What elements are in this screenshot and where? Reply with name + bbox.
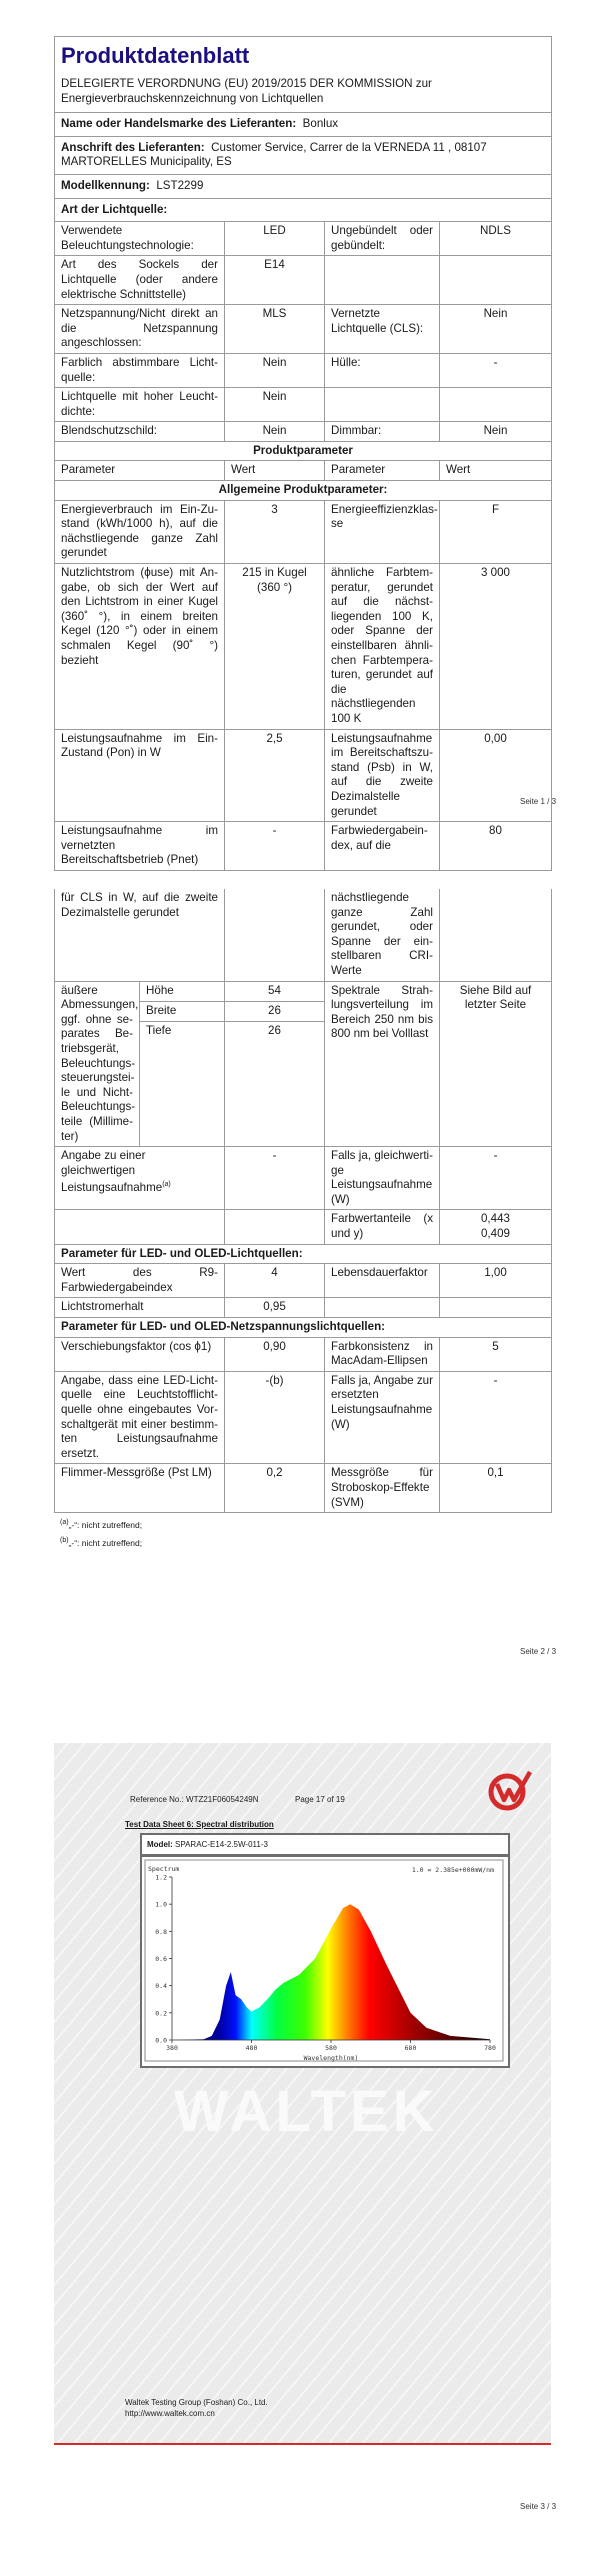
value-cell bbox=[225, 889, 325, 981]
table-row bbox=[55, 1298, 552, 1318]
value-cell: 3 bbox=[225, 500, 325, 563]
footnote-text: „-“: nicht zutreffend; bbox=[68, 1519, 143, 1530]
value-cell: LED bbox=[225, 222, 325, 256]
parameter-cell: Leistungsaufnahme im Ein-Zustand (Pon) in W bbox=[55, 729, 225, 822]
x-tick-label: 380 bbox=[166, 2044, 178, 2052]
value-cell: 3 000 bbox=[440, 564, 552, 730]
product-data-table-part-1 bbox=[54, 36, 552, 871]
page-number: Seite 3 / 3 bbox=[520, 2502, 557, 2511]
supplier-value: Bonlux bbox=[302, 117, 339, 131]
equivalent-power-w-label: Falls ja, gleichwertige Leistungsaufnahme (W) bbox=[325, 1147, 440, 1210]
parameter-cell bbox=[325, 256, 440, 305]
light-source-type-heading: Art der Lichtquelle: bbox=[55, 198, 552, 222]
dimension-height-label: Höhe bbox=[140, 981, 225, 1001]
x-tick-label: 680 bbox=[404, 2044, 417, 2052]
value-cell: Nein bbox=[225, 353, 325, 387]
col-header-parameter: Parameter bbox=[325, 461, 440, 481]
dimensions-label: äußere Abmessungen, ggf. ohne separates Betriebsgerät, Beleuchtungssteuerungsteile und Nicht-Beleuchtungsteile (Millimeter) bbox=[55, 981, 140, 1147]
parameter-cell: Vernetzte Lichtquelle (CLS): bbox=[325, 305, 440, 354]
table-row bbox=[55, 1337, 552, 1371]
parameter-cell: Netzspannung/Nicht direkt an die Netzspannung angeschlossen: bbox=[55, 305, 225, 354]
reference-number: Reference No.: WTZ21F06054249N bbox=[130, 1795, 259, 1804]
table-row bbox=[55, 564, 552, 730]
value-cell: Nein bbox=[225, 422, 325, 442]
footnote-b bbox=[60, 1533, 552, 1551]
spectral-distribution-value: Siehe Bild auf letzter Seite bbox=[440, 981, 552, 1147]
supplier-label: Name oder Handelsmarke des Lieferanten: bbox=[61, 117, 297, 131]
footnote-mark: (b) bbox=[60, 1536, 69, 1544]
x-axis-label: Wavelength(nm) bbox=[303, 2054, 359, 2062]
dimension-depth-value: 26 bbox=[225, 1022, 325, 1147]
model-label: Model: bbox=[147, 1840, 173, 1849]
parameter-cell: Farbwiedergabeindex, auf die bbox=[325, 822, 440, 871]
value-cell: 215 in Kugel (360 °) bbox=[225, 564, 325, 730]
table-row bbox=[55, 388, 552, 422]
x-tick-label: 480 bbox=[245, 2044, 258, 2052]
parameter-cell: Hülle: bbox=[325, 353, 440, 387]
parameter-cell: Leistungsaufnahme im vernetzten Bereitschaftsbetrieb (Pnet) bbox=[55, 822, 225, 871]
chromaticity-label: Farbwertanteile (x und y) bbox=[325, 1210, 440, 1244]
model-value: LST2299 bbox=[156, 178, 204, 192]
report-page-number: Page 17 of 19 bbox=[295, 1795, 345, 1804]
parameter-cell: Verwendete Beleuchtungstechnologie: bbox=[55, 222, 225, 256]
parameter-cell: Verschiebungsfaktor (cos ϕ1) bbox=[55, 1337, 225, 1371]
value-cell: 80 bbox=[440, 822, 552, 871]
footnote-mark: (a) bbox=[60, 1519, 69, 1527]
parameter-cell: Lebensdauerfaktor bbox=[325, 1264, 440, 1298]
value-cell: 0,95 bbox=[225, 1298, 325, 1318]
value-cell: - bbox=[440, 1371, 552, 1464]
chart-title: Spectrum bbox=[148, 1865, 180, 1873]
table-row bbox=[55, 500, 552, 563]
value-cell: Nein bbox=[440, 422, 552, 442]
continuation-cell: nächstliegende ganze Zahl gerundet, oder Spanne der einstellbaren CRI-Werte bbox=[325, 889, 440, 981]
value-cell: 4 bbox=[225, 1264, 325, 1298]
parameter-cell: Lichtstromerhalt bbox=[55, 1298, 225, 1318]
value-cell: 5 bbox=[440, 1337, 552, 1371]
y-tick-label: 1.2 bbox=[155, 1873, 167, 1882]
footnote-a bbox=[60, 1515, 552, 1533]
x-tick-label: 580 bbox=[325, 2044, 337, 2052]
spectrum-chart bbox=[142, 1857, 508, 2066]
chromaticity-y: 0,409 bbox=[480, 1227, 510, 1241]
value-cell: NDLS bbox=[440, 222, 552, 256]
spectral-distribution-label: Spektrale Strahlungsverteilung im Bereich 250 nm bis 800 nm bei Volllast bbox=[325, 981, 440, 1147]
parameter-cell: Wert des R9-Farbwiedergabeindex bbox=[55, 1264, 225, 1298]
y-tick-label: 0.2 bbox=[155, 2009, 167, 2018]
chart-annotation: 1.0 = 2.385e+000mW/nm bbox=[411, 1866, 494, 1874]
parameter-cell: Flimmer-Messgröße (Pst LM) bbox=[55, 1464, 225, 1513]
company-name: Waltek Testing Group (Foshan) Co., Ltd. bbox=[125, 2398, 268, 2407]
regulation-text: DELEGIERTE VERORDNUNG (EU) 2019/2015 DER KOMMISSION zur Energieverbrauchskennzeichnung von Lichtquellen bbox=[61, 77, 432, 105]
table-row bbox=[55, 822, 552, 871]
dimension-width-label: Breite bbox=[140, 1001, 225, 1021]
table-row bbox=[55, 353, 552, 387]
parameter-cell: Nutzlichtstrom (ϕuse) mit Angabe, ob sich der Wert auf den Lichtstrom in einer Kugel (360˚ °), in einem breiten Kegel (120 °˚) oder in einem schmalen Kegel (90˚ °) bezieht bbox=[55, 564, 225, 730]
parameter-cell bbox=[325, 388, 440, 422]
table-row bbox=[55, 1264, 552, 1298]
chromaticity-x: 0,443 bbox=[480, 1212, 510, 1226]
value-cell: E14 bbox=[225, 256, 325, 305]
parameter-cell: Art des Sockels der Lichtquelle (oder andere elektrische Schnittstelle) bbox=[55, 256, 225, 305]
page-title: Produktdatenblatt bbox=[61, 43, 250, 68]
parameter-cell: Ungebündelt oder gebündelt: bbox=[325, 222, 440, 256]
y-tick-label: 1.0 bbox=[155, 1900, 167, 1909]
mains-parameters-heading: Parameter für LED- und OLED-Netzspannungslichtquellen: bbox=[55, 1318, 552, 1338]
footnote-ref: (a) bbox=[162, 1181, 171, 1189]
parameter-cell: Energieeffizienzklasse bbox=[325, 500, 440, 563]
value-cell: Nein bbox=[440, 305, 552, 354]
table-row bbox=[55, 729, 552, 822]
table-row bbox=[55, 422, 552, 442]
value-cell: 2,5 bbox=[225, 729, 325, 822]
model-box bbox=[140, 1833, 510, 1855]
value-cell bbox=[440, 256, 552, 305]
equivalent-power-value: - bbox=[225, 1147, 325, 1210]
parameter-cell: Energieverbrauch im Ein-Zustand (kWh/1000 h), auf die nächstliegende ganze Zahl gerundet bbox=[55, 500, 225, 563]
general-parameters-heading: Allgemeine Produktparameter: bbox=[55, 481, 552, 501]
parameter-cell: Messgröße für Stroboskop-Effekte (SVM) bbox=[325, 1464, 440, 1513]
address-label: Anschrift des Lieferanten: bbox=[61, 140, 205, 154]
table-row bbox=[55, 256, 552, 305]
value-cell: - bbox=[440, 353, 552, 387]
parameter-cell: Farblich abstimmbare Lichtquelle: bbox=[55, 353, 225, 387]
waltek-logo-icon bbox=[486, 1768, 532, 1812]
parameter-cell: Leistungsaufnahme im Bereitschaftszustand (Psb) in W, auf die zweite Dezimalstelle gerundet bbox=[325, 729, 440, 822]
parameter-cell: Dimmbar: bbox=[325, 422, 440, 442]
dimension-width-value: 26 bbox=[225, 1001, 325, 1021]
value-cell bbox=[440, 1298, 552, 1318]
x-tick-label: 780 bbox=[484, 2044, 496, 2052]
value-cell bbox=[440, 388, 552, 422]
equivalent-power-label: Angabe zu einer gleichwertigen Leistungsaufnahme bbox=[61, 1149, 163, 1195]
table-row bbox=[55, 1371, 552, 1464]
parameter-cell: Farbkonsistenz in MacAdam-Ellipsen bbox=[325, 1337, 440, 1371]
value-cell: F bbox=[440, 500, 552, 563]
y-tick-label: 0.8 bbox=[155, 1927, 167, 1936]
spectrum-chart-frame bbox=[140, 1855, 510, 2068]
parameter-cell bbox=[325, 1298, 440, 1318]
value-cell: Nein bbox=[225, 388, 325, 422]
parameter-cell: Blendschutzschild: bbox=[55, 422, 225, 442]
y-tick-label: 0.6 bbox=[155, 1955, 167, 1963]
product-parameters-heading: Produktparameter bbox=[55, 441, 552, 461]
parameter-cell: ähnliche Farbtemperatur, gerundet auf die nächstliegenden 100 K, oder Spanne der einstellbaren ähnlichen Farbtemperaturen, gerundet auf die nächstliegenden 100 K bbox=[325, 564, 440, 730]
led-parameters-heading: Parameter für LED- und OLED-Lichtquellen: bbox=[55, 1244, 552, 1264]
model-value: SPARAC-E14-2.5W-011-3 bbox=[175, 1840, 268, 1849]
col-header-value: Wert bbox=[440, 461, 552, 481]
value-cell bbox=[440, 889, 552, 981]
parameter-cell: Falls ja, Angabe zur ersetzten Leistungsaufnahme (W) bbox=[325, 1371, 440, 1464]
table-row bbox=[55, 1464, 552, 1513]
value-cell: - bbox=[225, 822, 325, 871]
dimension-height-value: 54 bbox=[225, 981, 325, 1001]
page-number: Seite 2 / 3 bbox=[520, 1647, 557, 1656]
page-2 bbox=[54, 889, 552, 1551]
equivalent-power-w-value: - bbox=[440, 1147, 552, 1210]
test-sheet-title: Test Data Sheet 6: Spectral distribution bbox=[125, 1820, 274, 1829]
value-cell: -(b) bbox=[225, 1371, 325, 1464]
dimension-depth-label: Tiefe bbox=[140, 1022, 225, 1147]
address-value: Customer Service, Carrer de la VERNEDA 11 , 08107 MARTORELLES Municipality, ES bbox=[61, 140, 487, 169]
waltek-watermark: WALTEK bbox=[174, 2079, 439, 2144]
company-website[interactable]: http://www.waltek.com.cn bbox=[125, 2409, 215, 2418]
table-row bbox=[55, 222, 552, 256]
page-number: Seite 1 / 3 bbox=[520, 797, 557, 806]
footnotes bbox=[60, 1515, 552, 1551]
value-cell: 0,90 bbox=[225, 1337, 325, 1371]
continuation-cell: für CLS in W, auf die zweite Dezimalstelle gerundet bbox=[55, 889, 225, 981]
model-label: Modellkennung: bbox=[61, 178, 150, 192]
value-cell: 0,1 bbox=[440, 1464, 552, 1513]
value-cell: 0,2 bbox=[225, 1464, 325, 1513]
col-header-parameter: Parameter bbox=[55, 461, 225, 481]
product-data-table-part-2 bbox=[54, 889, 552, 1513]
y-tick-label: 0.0 bbox=[155, 2036, 167, 2045]
value-cell: MLS bbox=[225, 305, 325, 354]
y-tick-label: 0.4 bbox=[155, 1982, 167, 1991]
table-row bbox=[55, 305, 552, 354]
parameter-cell: Angabe, dass eine LED-Lichtquelle eine Leuchtstofflichtquelle ohne eingebautes Vorschaltgerät mit einer bestimmten Leistungsaufnahme ersetzt. bbox=[55, 1371, 225, 1464]
spectrum-area bbox=[172, 1904, 490, 2040]
parameter-cell: Lichtquelle mit hoher Leuchtdichte: bbox=[55, 388, 225, 422]
value-cell: 0,00 bbox=[440, 729, 552, 822]
col-header-value: Wert bbox=[225, 461, 325, 481]
value-cell: 1,00 bbox=[440, 1264, 552, 1298]
footnote-text: „-“: nicht zutreffend; bbox=[68, 1537, 143, 1548]
